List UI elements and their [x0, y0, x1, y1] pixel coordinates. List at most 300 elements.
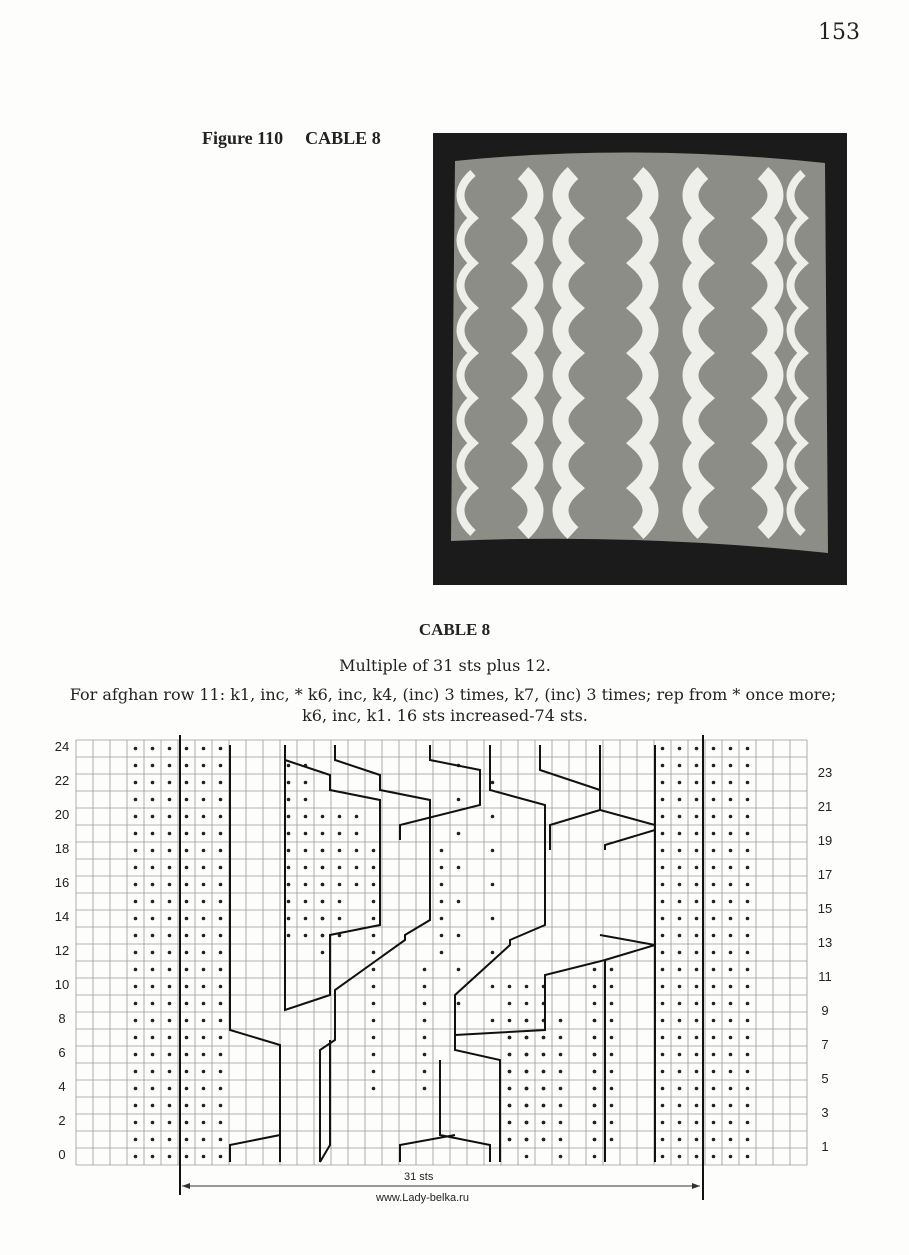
- purl-dot: [151, 1019, 155, 1023]
- purl-dot: [304, 815, 308, 819]
- purl-dot: [219, 798, 223, 802]
- purl-dot: [168, 815, 172, 819]
- purl-dot: [695, 849, 699, 853]
- purl-dot: [525, 1019, 529, 1023]
- purl-dot: [321, 849, 325, 853]
- purl-dot: [168, 798, 172, 802]
- purl-dot: [695, 968, 699, 972]
- purl-dot: [287, 866, 291, 870]
- purl-dot: [712, 985, 716, 989]
- purl-dot: [134, 1104, 138, 1108]
- purl-dot: [746, 849, 750, 853]
- purl-dot: [134, 815, 138, 819]
- purl-dot: [746, 1087, 750, 1091]
- purl-dot: [185, 1070, 189, 1074]
- purl-dot: [491, 951, 495, 955]
- purl-dot: [151, 798, 155, 802]
- purl-dot: [729, 1121, 733, 1125]
- purl-dot: [202, 883, 206, 887]
- purl-dot: [304, 900, 308, 904]
- purl-dot: [729, 968, 733, 972]
- purl-dot: [168, 883, 172, 887]
- purl-dot: [168, 1053, 172, 1057]
- cable-line: [605, 745, 655, 850]
- purl-dot: [610, 1019, 614, 1023]
- purl-dot: [440, 934, 444, 938]
- purl-dot: [610, 1036, 614, 1040]
- purl-dot: [593, 1053, 597, 1057]
- purl-dot: [134, 985, 138, 989]
- purl-dot: [746, 900, 750, 904]
- purl-dot: [304, 883, 308, 887]
- purl-dot: [712, 968, 716, 972]
- purl-dot: [678, 764, 682, 768]
- purl-dot: [746, 832, 750, 836]
- purl-dot: [559, 1155, 563, 1159]
- purl-dot: [202, 917, 206, 921]
- purl-dot: [168, 917, 172, 921]
- purl-dot: [457, 900, 461, 904]
- row-label-right: 3: [821, 1105, 829, 1120]
- purl-dot: [525, 1155, 529, 1159]
- purl-dot: [338, 883, 342, 887]
- purl-dot: [746, 781, 750, 785]
- purl-dot: [661, 985, 665, 989]
- purl-dot: [542, 1121, 546, 1125]
- purl-dot: [729, 798, 733, 802]
- purl-dot: [423, 1019, 427, 1023]
- purl-dot: [746, 1053, 750, 1057]
- purl-dot: [304, 781, 308, 785]
- purl-dot: [168, 1036, 172, 1040]
- purl-dot: [134, 951, 138, 955]
- purl-dot: [525, 1002, 529, 1006]
- purl-dot: [746, 815, 750, 819]
- purl-dot: [678, 798, 682, 802]
- figure-title: CABLE 8: [305, 128, 381, 148]
- purl-dot: [661, 849, 665, 853]
- purl-dot: [746, 747, 750, 751]
- purl-dot: [559, 1121, 563, 1125]
- purl-dot: [134, 1002, 138, 1006]
- purl-dot: [678, 815, 682, 819]
- purl-dot: [304, 917, 308, 921]
- purl-dot: [661, 1036, 665, 1040]
- purl-dot: [729, 781, 733, 785]
- purl-dot: [440, 917, 444, 921]
- purl-dot: [338, 849, 342, 853]
- purl-dot: [746, 951, 750, 955]
- purl-dot: [168, 764, 172, 768]
- purl-dot: [746, 985, 750, 989]
- purl-dot: [134, 849, 138, 853]
- purl-dot: [695, 1155, 699, 1159]
- row-label-left: 2: [58, 1113, 66, 1128]
- purl-dot: [338, 815, 342, 819]
- purl-dot: [508, 1121, 512, 1125]
- purl-dot: [372, 1002, 376, 1006]
- purl-dot: [457, 934, 461, 938]
- purl-dot: [202, 798, 206, 802]
- purl-dot: [219, 900, 223, 904]
- purl-dot: [321, 934, 325, 938]
- purl-dot: [219, 849, 223, 853]
- purl-dot: [661, 883, 665, 887]
- purl-dot: [185, 900, 189, 904]
- purl-dot: [542, 1138, 546, 1142]
- row-label-right: 1: [821, 1139, 829, 1154]
- purl-dot: [661, 815, 665, 819]
- row-label-left: 10: [54, 977, 70, 992]
- purl-dot: [185, 849, 189, 853]
- purl-dot: [661, 781, 665, 785]
- purl-dot: [508, 1019, 512, 1023]
- purl-dot: [287, 832, 291, 836]
- cable-line: [320, 745, 430, 1162]
- purl-dot: [321, 951, 325, 955]
- purl-dot: [695, 1138, 699, 1142]
- purl-dot: [525, 1087, 529, 1091]
- purl-dot: [695, 917, 699, 921]
- purl-dot: [219, 1053, 223, 1057]
- row-label-left: 4: [58, 1079, 66, 1094]
- purl-dot: [695, 781, 699, 785]
- purl-dot: [168, 1155, 172, 1159]
- purl-dot: [695, 883, 699, 887]
- purl-dot: [746, 1138, 750, 1142]
- purl-dot: [372, 1053, 376, 1057]
- purl-dot: [423, 1002, 427, 1006]
- purl-dot: [695, 832, 699, 836]
- purl-dot: [695, 866, 699, 870]
- purl-dot: [134, 764, 138, 768]
- purl-dot: [746, 917, 750, 921]
- purl-dot: [678, 951, 682, 955]
- purl-dot: [321, 832, 325, 836]
- purl-dot: [185, 815, 189, 819]
- page-number: 153: [818, 20, 860, 45]
- row-label-left: 14: [54, 909, 70, 924]
- purl-dot: [202, 900, 206, 904]
- purl-dot: [695, 1121, 699, 1125]
- purl-dot: [219, 815, 223, 819]
- purl-dot: [372, 900, 376, 904]
- cable-line: [540, 745, 600, 850]
- purl-dot: [185, 1036, 189, 1040]
- description-line-2: For afghan row 11: k1, inc, * k6, inc, k4, (inc) 3 times, k7, (inc) 3 times; rep from * once more;: [69, 685, 837, 704]
- purl-dot: [304, 934, 308, 938]
- purl-dot: [202, 1019, 206, 1023]
- purl-dot: [712, 1138, 716, 1142]
- purl-dot: [695, 1104, 699, 1108]
- row-label-right: 5: [821, 1071, 829, 1086]
- purl-dot: [151, 747, 155, 751]
- purl-dot: [338, 900, 342, 904]
- purl-dot: [678, 1138, 682, 1142]
- purl-dot: [219, 1002, 223, 1006]
- purl-dot: [219, 1036, 223, 1040]
- purl-dot: [610, 1104, 614, 1108]
- purl-dot: [746, 1070, 750, 1074]
- repeat-label: 31 sts: [400, 1171, 437, 1183]
- purl-dot: [372, 1019, 376, 1023]
- purl-dot: [185, 883, 189, 887]
- row-label-left: 18: [54, 841, 70, 856]
- purl-dot: [695, 798, 699, 802]
- purl-dot: [423, 1070, 427, 1074]
- purl-dot: [661, 900, 665, 904]
- purl-dot: [372, 1036, 376, 1040]
- purl-dot: [202, 849, 206, 853]
- purl-dot: [746, 968, 750, 972]
- purl-dot: [661, 1087, 665, 1091]
- purl-dot: [202, 1138, 206, 1142]
- row-label-right: 23: [817, 765, 833, 780]
- purl-dot: [151, 866, 155, 870]
- purl-dot: [202, 832, 206, 836]
- purl-dot: [151, 849, 155, 853]
- purl-dot: [508, 1138, 512, 1142]
- purl-dot: [338, 832, 342, 836]
- purl-dot: [134, 1138, 138, 1142]
- purl-dot: [678, 849, 682, 853]
- purl-dot: [287, 917, 291, 921]
- purl-dot: [746, 1121, 750, 1125]
- purl-dot: [729, 1087, 733, 1091]
- purl-dot: [593, 1155, 597, 1159]
- purl-dot: [593, 1104, 597, 1108]
- purl-dot: [372, 985, 376, 989]
- purl-dot: [219, 1138, 223, 1142]
- purl-dot: [185, 1002, 189, 1006]
- purl-dot: [355, 832, 359, 836]
- purl-dot: [202, 866, 206, 870]
- purl-dot: [457, 1002, 461, 1006]
- purl-dot: [661, 832, 665, 836]
- purl-dot: [185, 1053, 189, 1057]
- section-heading: CABLE 8: [418, 620, 491, 639]
- purl-dot: [491, 781, 495, 785]
- purl-dot: [695, 1053, 699, 1057]
- purl-dot: [457, 866, 461, 870]
- purl-dot: [372, 1070, 376, 1074]
- purl-dot: [729, 1104, 733, 1108]
- purl-dot: [287, 798, 291, 802]
- purl-dot: [372, 1087, 376, 1091]
- purl-dot: [372, 866, 376, 870]
- purl-dot: [593, 1087, 597, 1091]
- purl-dot: [185, 1138, 189, 1142]
- purl-dot: [134, 1036, 138, 1040]
- purl-dot: [729, 917, 733, 921]
- purl-dot: [729, 1070, 733, 1074]
- purl-dot: [168, 1121, 172, 1125]
- purl-dot: [695, 1019, 699, 1023]
- purl-dot: [168, 968, 172, 972]
- purl-dot: [168, 951, 172, 955]
- purl-dot: [151, 1002, 155, 1006]
- purl-dot: [219, 951, 223, 955]
- purl-dot: [202, 1053, 206, 1057]
- purl-dot: [287, 934, 291, 938]
- purl-dot: [185, 1104, 189, 1108]
- purl-dot: [559, 1036, 563, 1040]
- purl-dot: [304, 832, 308, 836]
- purl-dot: [678, 1087, 682, 1091]
- purl-dot: [712, 951, 716, 955]
- purl-dot: [661, 1138, 665, 1142]
- purl-dot: [168, 1104, 172, 1108]
- purl-dot: [746, 1019, 750, 1023]
- purl-dot: [746, 798, 750, 802]
- purl-dot: [219, 832, 223, 836]
- purl-dot: [151, 1053, 155, 1057]
- purl-dot: [610, 1087, 614, 1091]
- purl-dot: [372, 849, 376, 853]
- purl-dot: [695, 1087, 699, 1091]
- purl-dot: [610, 1053, 614, 1057]
- purl-dot: [746, 883, 750, 887]
- purl-dot: [729, 832, 733, 836]
- row-label-left: 12: [54, 943, 70, 958]
- purl-dot: [712, 1036, 716, 1040]
- purl-dot: [321, 866, 325, 870]
- cable-line: [230, 1060, 280, 1162]
- purl-dot: [678, 1121, 682, 1125]
- purl-dot: [168, 849, 172, 853]
- row-label-right: 7: [821, 1037, 829, 1052]
- purl-dot: [729, 883, 733, 887]
- purl-dot: [525, 1121, 529, 1125]
- purl-dot: [729, 1036, 733, 1040]
- purl-dot: [661, 798, 665, 802]
- purl-dot: [746, 1036, 750, 1040]
- row-label-left: 24: [54, 739, 70, 754]
- purl-dot: [525, 1070, 529, 1074]
- purl-dot: [185, 1019, 189, 1023]
- purl-dot: [202, 1087, 206, 1091]
- purl-dot: [712, 934, 716, 938]
- purl-dot: [202, 764, 206, 768]
- purl-dot: [525, 1104, 529, 1108]
- purl-dot: [219, 866, 223, 870]
- purl-dot: [729, 764, 733, 768]
- purl-dot: [219, 985, 223, 989]
- purl-dot: [219, 1104, 223, 1108]
- purl-dot: [695, 815, 699, 819]
- purl-dot: [661, 1121, 665, 1125]
- purl-dot: [729, 1138, 733, 1142]
- purl-dot: [202, 1070, 206, 1074]
- purl-dot: [729, 849, 733, 853]
- purl-dot: [219, 1019, 223, 1023]
- purl-dot: [151, 764, 155, 768]
- purl-dot: [729, 747, 733, 751]
- purl-dot: [202, 815, 206, 819]
- purl-dot: [321, 883, 325, 887]
- purl-dot: [678, 1002, 682, 1006]
- purl-dot: [151, 1138, 155, 1142]
- cable-line: [285, 745, 380, 1010]
- purl-dot: [695, 951, 699, 955]
- purl-dot: [491, 917, 495, 921]
- purl-dot: [542, 1053, 546, 1057]
- purl-dot: [440, 849, 444, 853]
- purl-dot: [661, 1002, 665, 1006]
- purl-dot: [219, 764, 223, 768]
- purl-dot: [729, 815, 733, 819]
- purl-dot: [151, 1121, 155, 1125]
- purl-dot: [355, 866, 359, 870]
- purl-dot: [185, 832, 189, 836]
- purl-dot: [491, 1019, 495, 1023]
- purl-dot: [202, 985, 206, 989]
- purl-dot: [695, 985, 699, 989]
- purl-dot: [678, 1070, 682, 1074]
- purl-dot: [134, 866, 138, 870]
- purl-dot: [168, 985, 172, 989]
- purl-dot: [151, 985, 155, 989]
- purl-dot: [712, 781, 716, 785]
- purl-dot: [372, 917, 376, 921]
- purl-dot: [712, 1155, 716, 1159]
- row-label-right: 19: [817, 833, 833, 848]
- purl-dot: [134, 747, 138, 751]
- purl-dot: [134, 1121, 138, 1125]
- purl-dot: [746, 866, 750, 870]
- purl-dot: [593, 1070, 597, 1074]
- purl-dot: [678, 1053, 682, 1057]
- purl-dot: [185, 985, 189, 989]
- purl-dot: [729, 934, 733, 938]
- cable-line: [440, 1060, 490, 1162]
- row-label-left: 8: [58, 1011, 66, 1026]
- purl-dot: [151, 832, 155, 836]
- purl-dot: [678, 1155, 682, 1159]
- purl-dot: [321, 917, 325, 921]
- purl-dot: [712, 1087, 716, 1091]
- purl-dot: [151, 815, 155, 819]
- purl-dot: [134, 798, 138, 802]
- purl-dot: [151, 1036, 155, 1040]
- purl-dot: [678, 1036, 682, 1040]
- purl-dot: [712, 815, 716, 819]
- purl-dot: [695, 1070, 699, 1074]
- purl-dot: [219, 747, 223, 751]
- purl-dot: [134, 1155, 138, 1159]
- purl-dot: [168, 866, 172, 870]
- purl-dot: [202, 1104, 206, 1108]
- purl-dot: [678, 917, 682, 921]
- purl-dot: [185, 781, 189, 785]
- purl-dot: [729, 951, 733, 955]
- purl-dot: [219, 917, 223, 921]
- purl-dot: [661, 1019, 665, 1023]
- purl-dot: [372, 883, 376, 887]
- purl-dot: [134, 917, 138, 921]
- purl-dot: [151, 1104, 155, 1108]
- purl-dot: [746, 1002, 750, 1006]
- purl-dot: [134, 900, 138, 904]
- purl-dot: [185, 747, 189, 751]
- purl-dot: [168, 1002, 172, 1006]
- purl-dot: [695, 1002, 699, 1006]
- row-label-right: 11: [818, 969, 832, 984]
- purl-dot: [134, 883, 138, 887]
- purl-dot: [185, 1121, 189, 1125]
- purl-dot: [185, 798, 189, 802]
- purl-dot: [729, 1155, 733, 1159]
